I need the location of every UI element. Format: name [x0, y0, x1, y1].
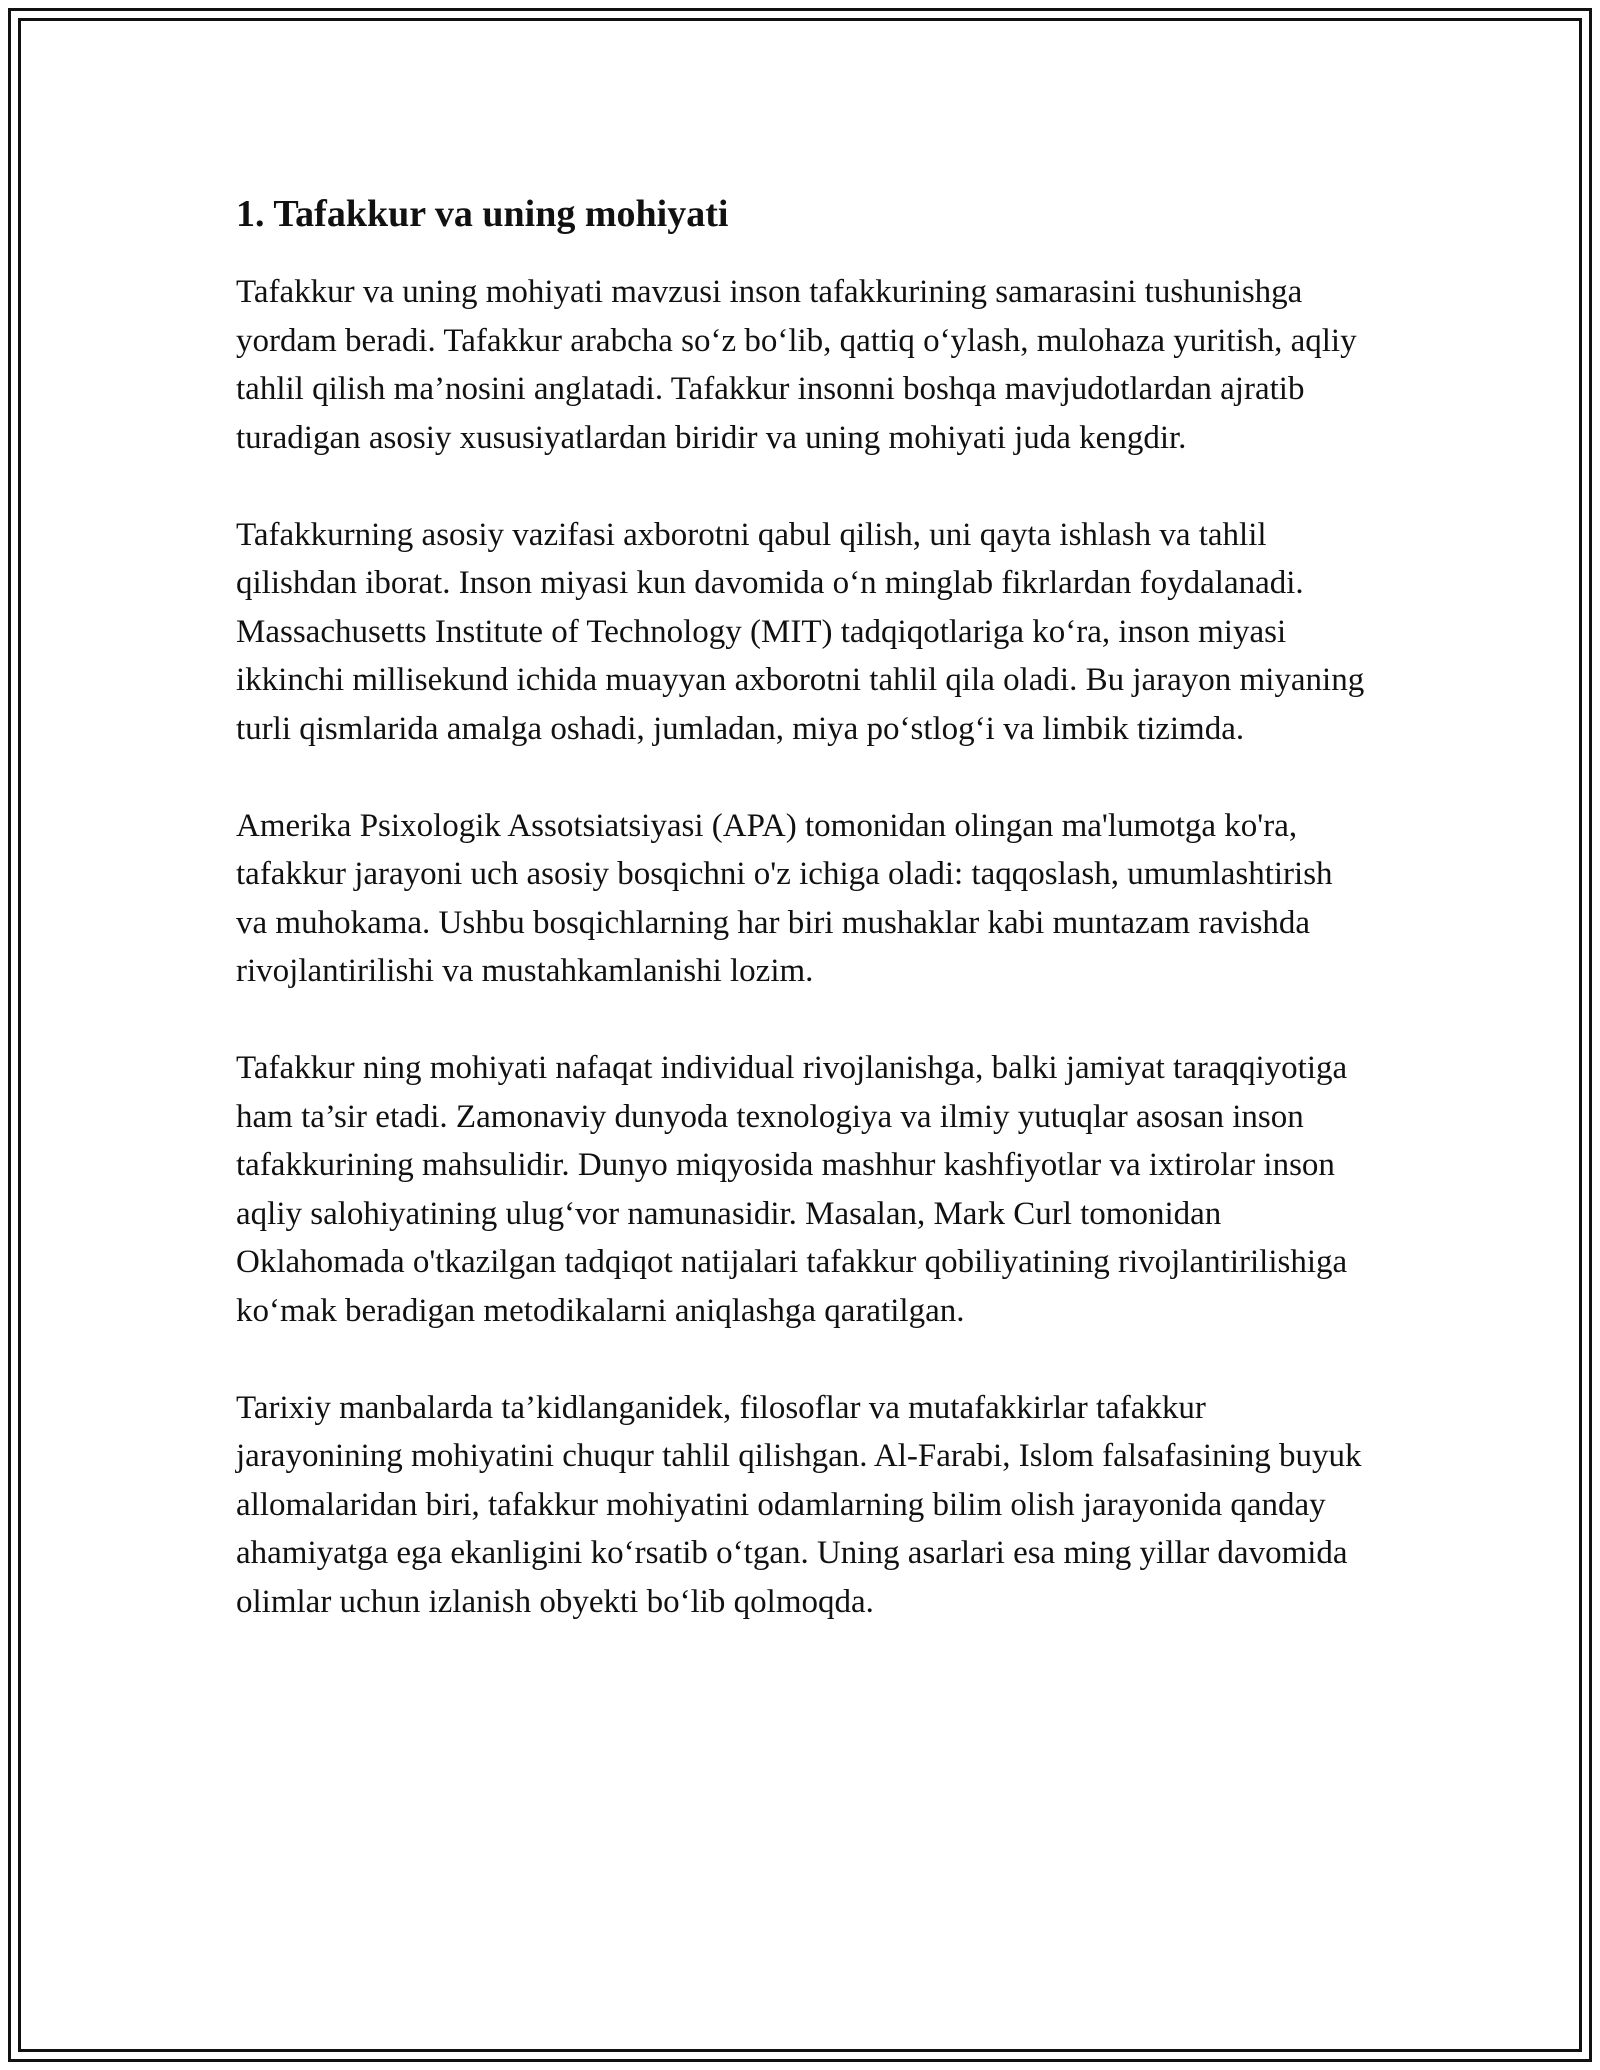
paragraph-2: Tafakkurning asosiy vazifasi axborotni qabul qilish, uni qayta ishlash va tahlil qilishdan iborat. Inson miyasi kun davomida o‘n minglab fikrlardan foydalanadi. Massachusetts Institute of Technology (MIT) tadqiqotlariga ko‘ra, inson miyasi ikkinchi millisekund ichida muayyan axborotni tahlil qila oladi. Bu jarayon miyaning turli qismlarida amalga oshadi, jumladan, miya po‘stlog‘i va limbik tizimda. [236, 516, 1365, 747]
document-body [236, 188, 1366, 1675]
page-title: 1. Tafakkur va uning mohiyati [236, 193, 729, 235]
paragraph-1: Tafakkur va uning mohiyati mavzusi inson tafakkurining samarasini tushunishga yordam beradi. Tafakkur arabcha so‘z bo‘lib, qattiq o‘ylash, mulohaza yuritish, aqliy tahlil qilish ma’nosini anglatadi. Tafakkur insonni boshqa mavjudotlardan ajratib turadigan asosiy xususiyatlardan biridir va uning mohiyati juda kengdir. [236, 274, 1357, 456]
paragraph-3: Amerika Psixologik Assotsiatsiyasi (APA) tomonidan olingan ma'lumotga ko'ra, tafakkur jarayoni uch asosiy bosqichni o'z ichiga oladi: taqqoslash, umumlashtirish va muhokama. Ushbu bosqichlarning har biri mushaklar kabi muntazam ravishda rivojlantirilishi va mustahkamlanishi lozim. [236, 807, 1333, 989]
paragraph-4: Tafakkur ning mohiyati nafaqat individual rivojlanishga, balki jamiyat taraqqiyotiga ham ta’sir etadi. Zamonaviy dunyoda texnologiya va ilmiy yutuqlar asosan inson tafakkurining mahsulidir. Dunyo miqyosida mashhur kashfiyotlar va ixtirolar inson aqliy salohiyatining ulug‘vor namunasidir. Masalan, Mark Curl tomonidan Oklahomada o'tkazilgan tadqiqot natijalari tafakkur qobiliyatining rivojlantirilishiga ko‘mak beradigan metodikalarni aniqlashga qaratilgan. [236, 1050, 1348, 1329]
paragraph-5: Tarixiy manbalarda ta’kidlanganidek, filosoflar va mutafakkirlar tafakkur jarayonining mohiyatini chuqur tahlil qilishgan. Al-Farabi, Islom falsafasining buyuk allomalaridan biri, tafakkur mohiyatini odamlarning bilim olish jarayonida qanday ahamiyatga ega ekanligini ko‘rsatib o‘tgan. Uning asarlari esa ming yillar davomida olimlar uchun izlanish obyekti bo‘lib qolmoqda. [236, 1389, 1362, 1620]
